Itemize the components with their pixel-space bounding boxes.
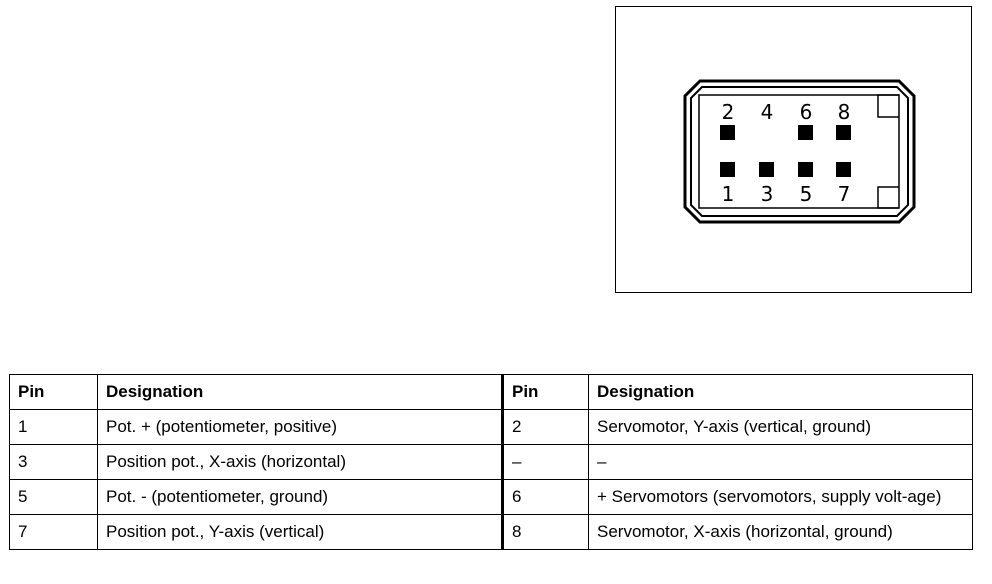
pin-label-3: 3: [760, 182, 774, 206]
pin-cell: 7: [10, 515, 98, 550]
pin-2: [720, 125, 735, 140]
pin-cell: 8: [503, 515, 589, 550]
table-row: [10, 445, 973, 480]
designation-cell: + Servomotors (servomotors, supply volt-age): [589, 480, 973, 515]
pin-cell: 3: [10, 445, 98, 480]
table-row: [10, 410, 973, 445]
pin-label-1: 1: [721, 182, 735, 206]
pin-5: [798, 162, 813, 177]
pin-label-2: 2: [721, 100, 735, 124]
header-designation: Designation: [589, 375, 973, 410]
table-row: [10, 480, 973, 515]
pin-label-8: 8: [837, 100, 851, 124]
pin-label-7: 7: [837, 182, 851, 206]
pin-8: [836, 125, 851, 140]
connector-diagram: [616, 7, 973, 294]
designation-cell: –: [589, 445, 973, 480]
header-pin: Pin: [503, 375, 589, 410]
pin-6: [798, 125, 813, 140]
pin-cell: –: [503, 445, 589, 480]
pin-3: [759, 162, 774, 177]
connector-figure: [615, 6, 972, 293]
header-designation: Designation: [98, 375, 503, 410]
designation-cell: Pot. + (potentiometer, positive): [98, 410, 503, 445]
designation-cell: Pot. - (potentiometer, ground): [98, 480, 503, 515]
designation-cell: Position pot., Y-axis (vertical): [98, 515, 503, 550]
pin-cell: 6: [503, 480, 589, 515]
pin-1: [720, 162, 735, 177]
key-notch-top: [878, 95, 899, 117]
pin-assignment-table: [9, 374, 973, 550]
key-notch-bottom: [878, 187, 899, 208]
table-header-row: [10, 375, 973, 410]
header-pin: Pin: [10, 375, 98, 410]
pin-label-4: 4: [760, 100, 774, 124]
designation-cell: Servomotor, Y-axis (vertical, ground): [589, 410, 973, 445]
pin-label-6: 6: [799, 100, 813, 124]
pin-label-5: 5: [799, 182, 813, 206]
pin-cell: 5: [10, 480, 98, 515]
designation-cell: Position pot., X-axis (horizontal): [98, 445, 503, 480]
pin-cell: 1: [10, 410, 98, 445]
pin-7: [836, 162, 851, 177]
table-row: [10, 515, 973, 550]
designation-cell: Servomotor, X-axis (horizontal, ground): [589, 515, 973, 550]
pin-cell: 2: [503, 410, 589, 445]
